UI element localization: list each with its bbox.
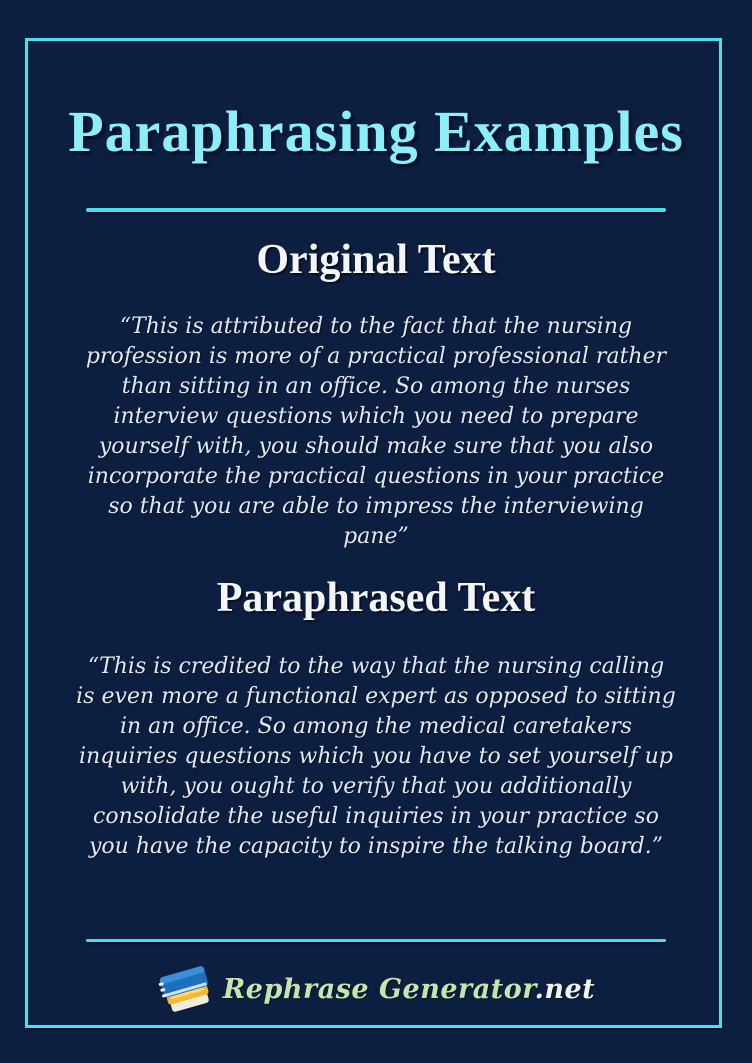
title-divider-line bbox=[86, 208, 666, 212]
stacked-books-icon bbox=[157, 962, 215, 1016]
brand-name-main: Rephrase Generator bbox=[222, 973, 535, 1005]
poster-title: Paraphrasing Examples bbox=[68, 99, 684, 164]
original-text-heading: Original Text bbox=[256, 237, 496, 283]
footer-divider-line bbox=[86, 939, 666, 942]
original-text-quote: “This is attributed to the fact that the nursing profession is more of a practical professional rather than sitting in an office. So among the nurses interview questions which you need to prepare yourself with, you should make sure that you also incorporate the practical questions in your practice so that you are able to impress the interviewing pane” bbox=[85, 314, 667, 549]
brand-name bbox=[223, 974, 595, 1005]
brand-logo bbox=[0, 958, 752, 1020]
brand-name-suffix: .net bbox=[534, 973, 596, 1005]
paraphrased-text-heading: Paraphrased Text bbox=[216, 575, 536, 621]
paraphrased-text-quote: “This is credited to the way that the nursing calling is even more a functional expert as opposed to sitting in an office. So among the medical caretakers inquiries questions which you have to set yourself up with, you ought to verify that you additionally consolidate the useful inquiries in your practice so you have the capacity to inspire the talking board.” bbox=[76, 654, 676, 859]
